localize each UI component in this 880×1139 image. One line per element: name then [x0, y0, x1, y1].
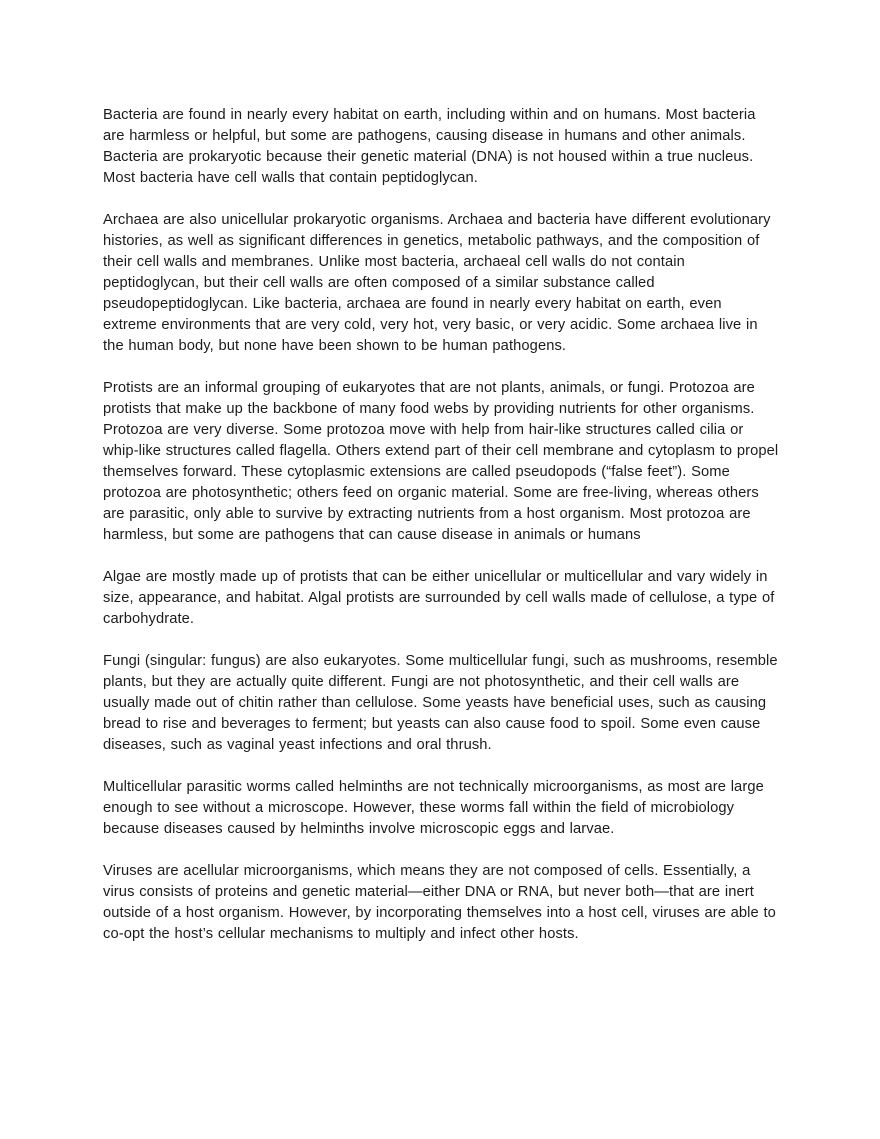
paragraph-bacteria: Bacteria are found in nearly every habitat on earth, including within and on humans. Most bacteria are harmless or helpful, but some are pathogens, causing disease in humans and other animals. Bacteria are prokaryotic because their genetic material (DNA) is not housed within a true nucleus. Most bacteria have cell walls that contain peptidoglycan.: [103, 107, 756, 186]
paragraph-algae: Algae are mostly made up of protists that can be either unicellular or multicellular and vary widely in size, appearance, and habitat. Algal protists are surrounded by cell walls made of cellulose, a type of carbohydrate.: [103, 569, 775, 627]
paragraph-archaea: Archaea are also unicellular prokaryotic organisms. Archaea and bacteria have different evolutionary histories, as well as significant differences in genetics, metabolic pathways, and the composition of their cell walls and membranes. Unlike most bacteria, archaeal cell walls do not contain peptidoglycan, but their cell walls are often composed of a similar substance called pseudopeptidoglycan. Like bacteria, archaea are found in nearly every habitat on earth, even extreme environments that are very cold, very hot, very basic, or very acidic. Some archaea live in the human body, but none have been shown to be human pathogens.: [103, 212, 771, 354]
paragraph-helminths: Multicellular parasitic worms called helminths are not technically microorganisms, as most are large enough to see without a microscope. However, these worms fall within the field of microbiology because diseases caused by helminths involve microscopic eggs and larvae.: [103, 779, 764, 837]
paragraph-viruses: Viruses are acellular microorganisms, which means they are not composed of cells. Essentially, a virus consists of proteins and genetic material—either DNA or RNA, but never both—that are inert outside of a host organism. However, by incorporating themselves into a host cell, viruses are able to co-opt the host’s cellular mechanisms to multiply and infect other hosts.: [103, 863, 776, 942]
paragraph-protists: Protists are an informal grouping of eukaryotes that are not plants, animals, or fungi. Protozoa are protists that make up the backbone of many food webs by providing nutrients for other organisms. Protozoa are very diverse. Some protozoa move with help from hair-like structures called cilia or whip-like structures called flagella. Others extend part of their cell membrane and cytoplasm to propel themselves forward. These cytoplasmic extensions are called pseudopods (“false feet”). Some protozoa are photosynthetic; others feed on organic material. Some are free-living, whereas others are parasitic, only able to survive by extracting nutrients from a host organism. Most protozoa are harmless, but some are pathogens that can cause disease in animals or humans: [103, 380, 779, 543]
paragraph-fungi: Fungi (singular: fungus) are also eukaryotes. Some multicellular fungi, such as mushrooms, resemble plants, but they are actually quite different. Fungi are not photosynthetic, and their cell walls are usually made out of chitin rather than cellulose. Some yeasts have beneficial uses, such as causing bread to rise and beverages to ferment; but yeasts can also cause food to spoil. Some even cause diseases, such as vaginal yeast infections and oral thrush.: [103, 653, 778, 753]
document-body: [103, 105, 779, 945]
